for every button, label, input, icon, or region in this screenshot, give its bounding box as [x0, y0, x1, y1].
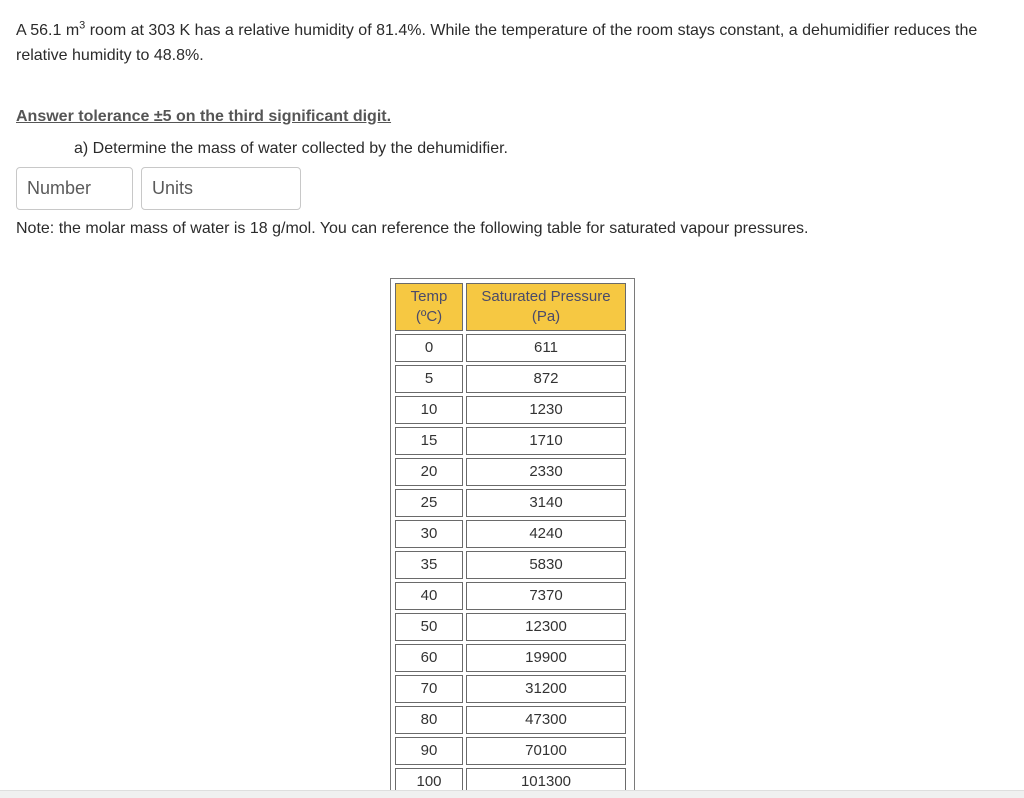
- table-header-row: [395, 283, 626, 331]
- question-volume: A 56.1 m: [16, 22, 80, 39]
- temp-header-label: Temp: [410, 288, 448, 305]
- table-row: [395, 334, 626, 362]
- pressure-cell: 70100: [466, 737, 626, 765]
- table-row: [395, 489, 626, 517]
- pressure-cell: 611: [466, 334, 626, 362]
- temp-cell: 0: [395, 334, 463, 362]
- pressure-header-label: Saturated Pressure: [481, 288, 611, 305]
- answer-tolerance: Answer tolerance ±5 on the third significant digit.: [16, 108, 392, 125]
- temp-cell: 60: [395, 644, 463, 672]
- question-text: [16, 18, 996, 68]
- vapour-pressure-table: [392, 280, 629, 791]
- table-row: [395, 737, 626, 765]
- table-row: [395, 396, 626, 424]
- units-input[interactable]: [141, 167, 301, 210]
- temp-header-unit: (ºC): [415, 308, 443, 325]
- temp-cell: 80: [395, 706, 463, 734]
- table-row: [395, 644, 626, 672]
- temp-cell: 25: [395, 489, 463, 517]
- pressure-cell: 47300: [466, 706, 626, 734]
- temp-cell: 15: [395, 427, 463, 455]
- table-row: [395, 582, 626, 610]
- pressure-cell: 1710: [466, 427, 626, 455]
- table-row: [395, 706, 626, 734]
- pressure-cell: 12300: [466, 613, 626, 641]
- table-row: [395, 458, 626, 486]
- pressure-cell: 4240: [466, 520, 626, 548]
- table-row: [395, 427, 626, 455]
- pressure-cell: 872: [466, 365, 626, 393]
- volume-exponent: 3: [79, 19, 86, 32]
- temp-cell: 5: [395, 365, 463, 393]
- molar-mass-note: Note: the molar mass of water is 18 g/mol. You can reference the following table for saturated vapour pressures.: [16, 220, 809, 237]
- temp-cell: 90: [395, 737, 463, 765]
- vapour-pressure-table-container: [390, 278, 635, 791]
- question-body: room at 303 K has a relative humidity of 81.4%. While the temperature of the room stays constant, a dehumidifier reduces the relative humidity to 48.8%.: [16, 22, 978, 64]
- pressure-cell: 3140: [466, 489, 626, 517]
- part-a-prompt: a) Determine the mass of water collected by the dehumidifier.: [74, 140, 508, 157]
- temp-cell: 100: [395, 768, 463, 791]
- temp-cell: 10: [395, 396, 463, 424]
- temp-cell: 70: [395, 675, 463, 703]
- temp-header: [395, 283, 463, 331]
- temp-cell: 50: [395, 613, 463, 641]
- table-row: [395, 365, 626, 393]
- answer-input-row: [16, 167, 301, 210]
- number-input[interactable]: [16, 167, 133, 210]
- pressure-header: [466, 283, 626, 331]
- pressure-cell: 31200: [466, 675, 626, 703]
- table-row: [395, 613, 626, 641]
- temp-cell: 30: [395, 520, 463, 548]
- pressure-cell: 101300: [466, 768, 626, 791]
- temp-cell: 20: [395, 458, 463, 486]
- pressure-cell: 7370: [466, 582, 626, 610]
- pressure-cell: 2330: [466, 458, 626, 486]
- table-row: [395, 768, 626, 791]
- table-body: [395, 334, 626, 791]
- pressure-cell: 5830: [466, 551, 626, 579]
- pressure-cell: 19900: [466, 644, 626, 672]
- pressure-cell: 1230: [466, 396, 626, 424]
- table-row: [395, 520, 626, 548]
- pressure-header-unit: (Pa): [531, 308, 561, 325]
- table-row: [395, 551, 626, 579]
- temp-cell: 35: [395, 551, 463, 579]
- temp-cell: 40: [395, 582, 463, 610]
- table-row: [395, 675, 626, 703]
